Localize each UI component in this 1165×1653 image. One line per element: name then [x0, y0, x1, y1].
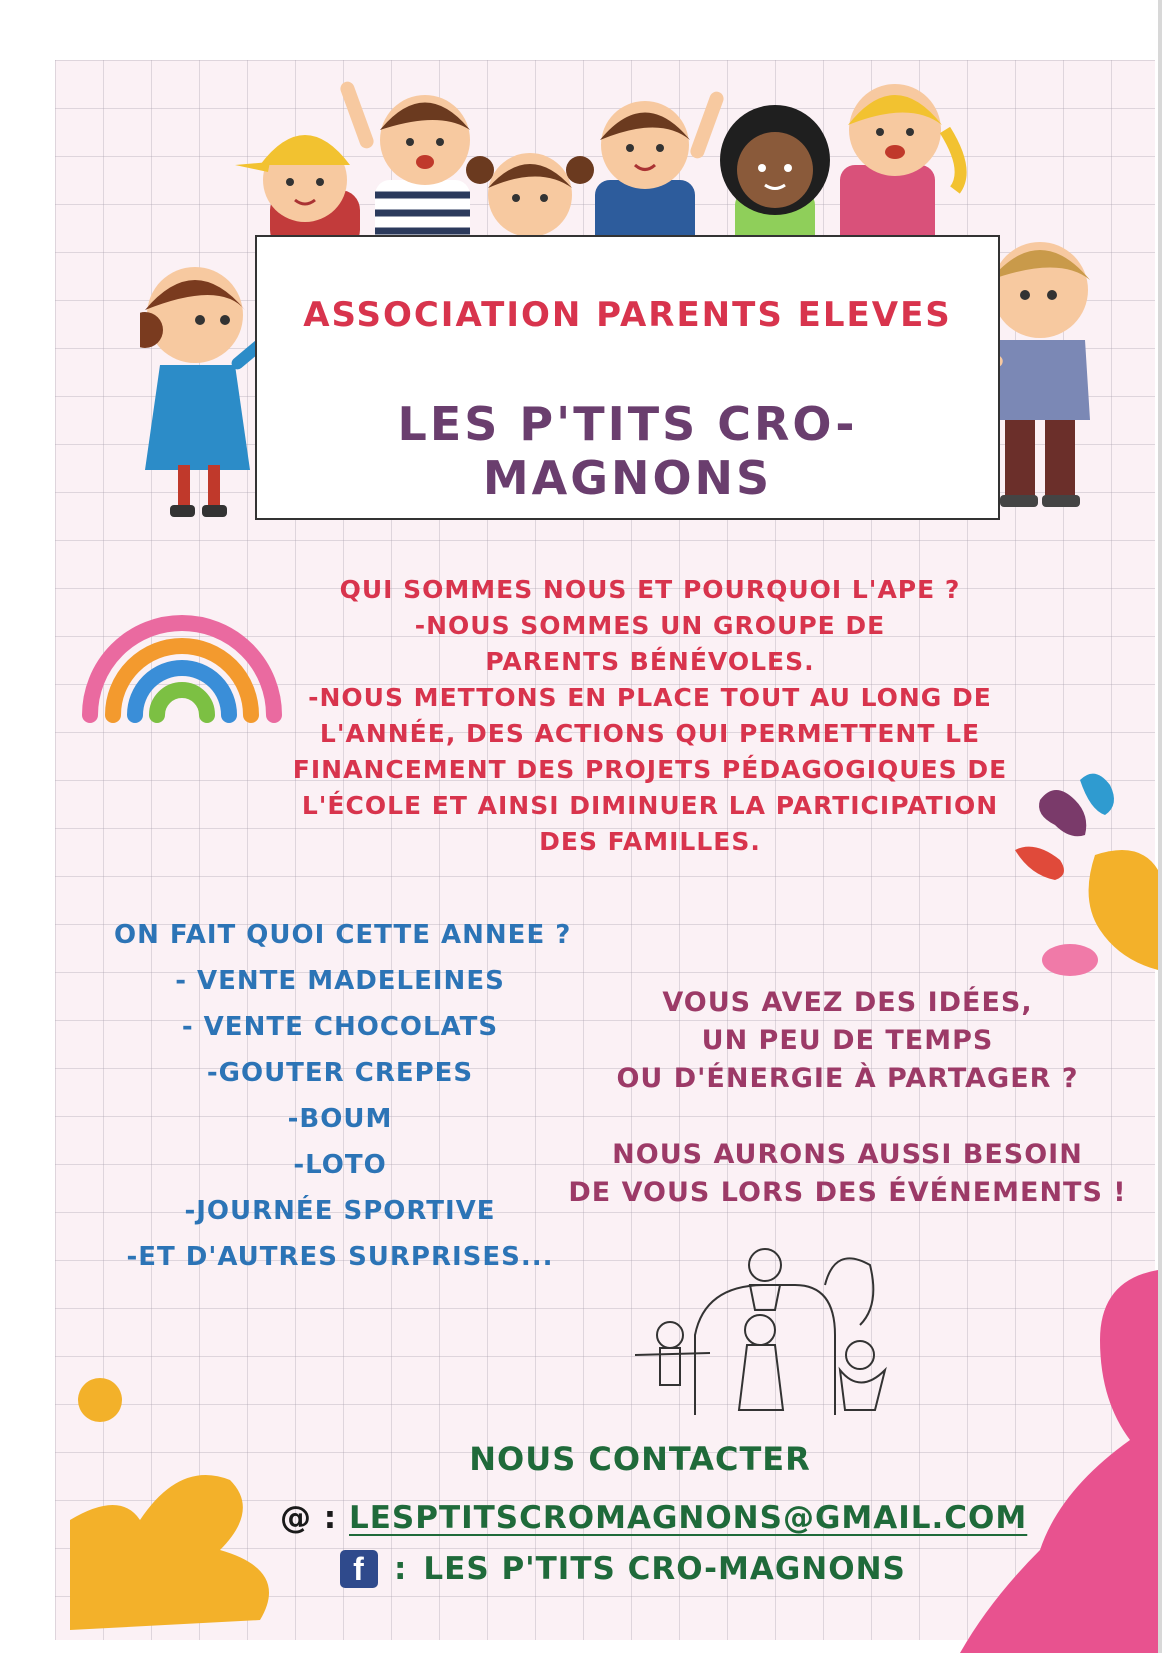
about-section — [290, 572, 1010, 860]
paint-splash-right — [1000, 760, 1158, 980]
facebook-name[interactable]: LES P'TITS CRO-MAGNONS — [423, 1551, 906, 1587]
kid-curly-hair — [720, 105, 830, 250]
ideas-line-5: DE VOUS LORS DES ÉVÉNEMENTS ! — [568, 1177, 1127, 1208]
activity-item: - VENTE MADELEINES — [175, 966, 505, 996]
facebook-icon[interactable]: f — [340, 1550, 378, 1588]
title-banner — [255, 235, 1000, 520]
paint-splash-pink — [950, 1270, 1158, 1653]
activity-item: -LOTO — [293, 1150, 387, 1180]
ideas-line-2: UN PEU DE TEMPS — [701, 1025, 994, 1056]
banner-subtitle: ASSOCIATION PARENTS ELEVES — [303, 295, 952, 335]
scan-edge — [1158, 0, 1162, 1653]
about-line-2: -NOUS METTONS EN PLACE TOUT AU LONG DE L'ANNÉE, DES ACTIONS QUI PERMETTENT LE FINANCEMENT DES PROJETS PÉDAGOGIQUES DE L'ÉCOLE ET AINSI DIMINUER LA PARTICIPATION DES FAMILLES. — [292, 683, 1008, 856]
cave-family-drawing — [635, 1225, 915, 1425]
contact-email-line — [280, 1500, 1040, 1536]
facebook-prefix: : — [394, 1551, 408, 1587]
contact-title: NOUS CONTACTER — [469, 1440, 811, 1478]
kid-pigtails — [466, 153, 594, 237]
ideas-line-3: OU D'ÉNERGIE À PARTAGER ? — [616, 1063, 1079, 1094]
activity-item: -ET D'AUTRES SURPRISES... — [126, 1242, 554, 1272]
activity-item: - VENTE CHOCOLATS — [181, 1012, 499, 1042]
about-line-1: -NOUS SOMMES UN GROUPE DE PARENTS BÉNÉVOLES. — [414, 611, 886, 676]
activity-item: -GOUTER CREPES — [206, 1058, 474, 1088]
contact-facebook-line — [340, 1550, 960, 1588]
activity-item: -JOURNÉE SPORTIVE — [184, 1196, 496, 1226]
activities-section — [100, 912, 580, 1280]
kid-blonde-girl — [840, 84, 961, 255]
banner-title: LES P'TITS CRO-MAGNONS — [397, 397, 858, 505]
scan-margin — [0, 0, 1165, 60]
rainbow-illustration — [75, 590, 290, 725]
activity-item: -BOUM — [287, 1104, 393, 1134]
ideas-line-4: NOUS AURONS AUSSI BESOIN — [612, 1139, 1083, 1170]
email-link[interactable]: LESPTITSCROMAGNONS@GMAIL.COM — [349, 1500, 1028, 1536]
email-prefix: @ : — [280, 1500, 338, 1536]
about-question: QUI SOMMES NOUS ET POURQUOI L'APE ? — [339, 575, 961, 604]
ideas-line-1: VOUS AVEZ DES IDÉES, — [662, 987, 1033, 1018]
ideas-section — [560, 984, 1135, 1212]
kid-blue-shirt — [595, 90, 726, 250]
kid-yellow-cap — [235, 135, 360, 250]
activities-heading: ON FAIT QUOI CETTE ANNEE ? — [114, 920, 572, 950]
